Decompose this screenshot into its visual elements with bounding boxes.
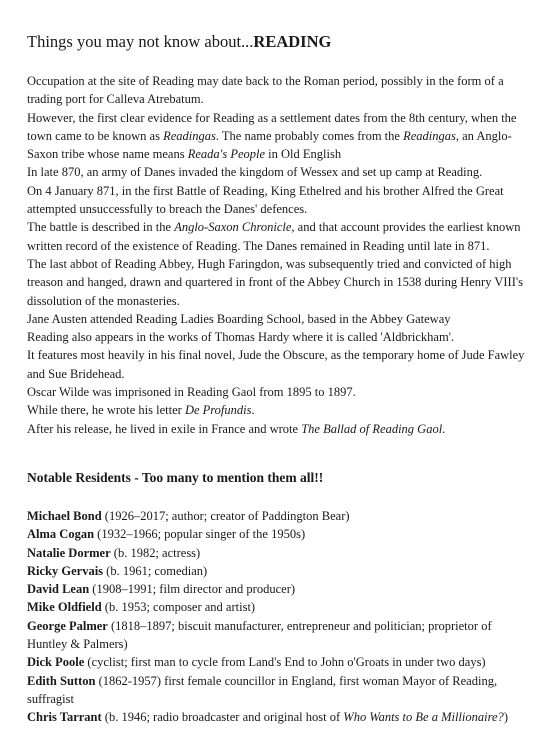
text-run: While there, he wrote his letter [27, 403, 185, 418]
fact-line [27, 310, 527, 328]
fact-line [27, 346, 527, 383]
text-run: Reading also appears in the works of Thomas Hardy where it is called 'Aldbrickham'. [27, 330, 455, 345]
title-prefix: Things you may not know about... [27, 32, 254, 51]
text-run: (1908–1991; film director and producer) [89, 582, 296, 597]
text-run: (1932–1966; popular singer of the 1950s) [94, 527, 306, 542]
residents-list [27, 507, 527, 727]
text-run: Occupation at the site of Reading may date back to the Roman period, possibly in the form of a trading port for Calleva Atrebatum. [27, 74, 504, 107]
fact-line [27, 109, 527, 164]
fact-line [27, 383, 527, 401]
text-run: In late 870, an army of Danes invaded the kingdom of Wessex and set up camp at Reading. [27, 165, 483, 180]
resident-name: Michael Bond [27, 509, 102, 523]
fact-line [27, 401, 527, 419]
resident-entry [27, 562, 527, 580]
facts-paragraph [27, 72, 527, 438]
resident-name: Dick Poole [27, 655, 85, 670]
fact-line [27, 182, 527, 219]
resident-name: George Palmer [27, 618, 108, 633]
resident-entry [27, 653, 527, 671]
text-run: (1926–2017; author; creator of Paddington Bear) [101, 509, 350, 523]
resident-name: Ricky Gervais [27, 563, 104, 578]
resident-entry [27, 580, 527, 598]
text-run: , an Anglo-Saxon tribe whose name means [27, 128, 512, 162]
resident-entry [27, 598, 527, 616]
text-run: in Old English [265, 147, 342, 162]
resident-name: Natalie Dormer [27, 545, 111, 560]
resident-name: David Lean [27, 582, 90, 597]
fact-line [27, 255, 527, 310]
text-run: (b. 1953; composer and artist) [101, 600, 256, 615]
resident-entry [27, 507, 527, 525]
italic-title: Readingas [403, 128, 456, 143]
text-run: Jane Austen attended Reading Ladies Boarding School, based in the Abbey Gateway [27, 311, 451, 326]
fact-line [27, 420, 527, 438]
italic-title: Anglo-Saxon Chronicle [174, 220, 292, 235]
residents-heading: Notable Residents - Too many to mention them all!! [27, 470, 324, 485]
resident-entry [27, 672, 527, 709]
italic-title: De Profundis [184, 403, 252, 418]
resident-entry [27, 525, 527, 543]
text-run: The battle is described in the [27, 220, 175, 235]
fact-line [27, 163, 527, 181]
resident-name: Alma Cogan [27, 527, 95, 542]
resident-name: Mike Oldfield [27, 600, 102, 615]
text-run: , and that account provides the earliest known written record of the existence of Reading. The Danes remained in Reading until late in 871. [27, 220, 521, 253]
resident-entry [27, 544, 527, 562]
italic-title: The Ballad of Reading Gaol [301, 421, 443, 436]
text-run: . [442, 421, 446, 436]
text-run: It features most heavily in his final novel, Jude the Obscure, as the temporary home of Jude Fawley and Sue Bridehead. [27, 348, 525, 381]
italic-title: Reada's People [187, 147, 266, 162]
italic-title: Readingas [163, 128, 216, 143]
fact-line [27, 328, 527, 346]
resident-name: Edith Sutton [27, 673, 96, 688]
text-run: (1862-1957) first female councillor in England, first woman Mayor of Reading, suffragist [27, 673, 498, 706]
text-run: On 4 January 871, in the first Battle of Reading, King Ethelred and his brother Alfred the Great attempted unsuccessfully to breach the Danes' defences. [27, 183, 504, 217]
page-title [27, 32, 331, 52]
resident-entry [27, 617, 527, 654]
text-run: However, the first clear evidence for Reading as a settlement dates from the 8th century, when the town came to be known as [27, 110, 517, 143]
text-run: (1818–1897; biscuit manufacturer, entrepreneur and politician; proprietor of Huntley & Palmers) [27, 618, 492, 652]
text-run: After his release, he lived in exile in France and wrote [27, 421, 302, 436]
text-run: ) [503, 710, 508, 725]
text-run: Oscar Wilde was imprisoned in Reading Gaol from 1895 to 1897. [27, 385, 356, 400]
resident-name: Chris Tarrant [27, 710, 102, 725]
text-run: The last abbot of Reading Abbey, Hugh Faringdon, was subsequently tried and convicted of high treason and hanged, drawn and quartered in front of the Abbey Church in 1538 during Henry VIII's dissolution of the monasteries. [27, 256, 523, 308]
text-run: (b. 1982; actress) [110, 545, 201, 560]
text-run: (cyclist; first man to cycle from Land's End to John o'Groats in under two days) [84, 655, 486, 670]
title-place: READING [253, 32, 332, 51]
text-run: (b. 1961; comedian) [103, 563, 208, 578]
text-run: (b. 1946; radio broadcaster and original host of [101, 710, 344, 725]
fact-line [27, 218, 527, 255]
text-run: . [251, 403, 255, 418]
italic-title: Who Wants to Be a Millionaire? [343, 710, 504, 725]
fact-line [27, 72, 527, 109]
text-run: . The name probably comes from the [215, 128, 404, 143]
resident-entry [27, 708, 527, 726]
